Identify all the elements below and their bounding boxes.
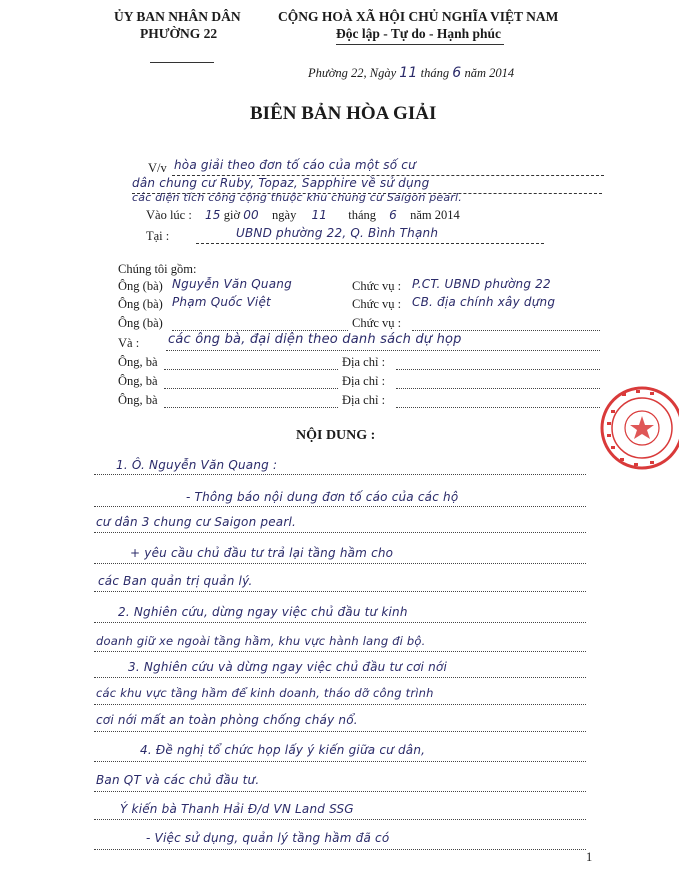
content-line: + yêu cầu chủ đầu tư trả lại tầng hầm cho bbox=[130, 546, 394, 560]
content-line: các Ban quản trị quản lý. bbox=[98, 574, 253, 588]
date-day: 11 bbox=[399, 65, 418, 81]
and-dots bbox=[166, 336, 600, 351]
other-1-address-label: Địa chỉ : bbox=[342, 355, 386, 369]
other-3-name-dots bbox=[164, 393, 338, 408]
official-2-name: Phạm Quốc Việt bbox=[172, 295, 271, 309]
place-rule bbox=[196, 243, 544, 244]
hour-label: giờ bbox=[223, 208, 241, 222]
content-line: 3. Nghiên cứu và dừng ngay việc chủ đầu tư cơi nới bbox=[128, 660, 447, 674]
official-3-label: Ông (bà) bbox=[118, 316, 163, 330]
nation-title: CỘNG HOÀ XÃ HỘI CHỦ NGHĨA VIỆT NAM bbox=[278, 9, 559, 24]
official-1-role-label: Chức vụ : bbox=[352, 279, 402, 293]
official-1-name: Nguyễn Văn Quang bbox=[172, 277, 292, 291]
nation-motto: Độc lập - Tự do - Hạnh phúc bbox=[336, 26, 502, 41]
place-label: Tại : bbox=[146, 229, 170, 243]
and-value: các ông bà, đại diện theo danh sách dự họp bbox=[168, 332, 462, 347]
content-line: 1. Ô. Nguyễn Văn Quang : bbox=[116, 458, 278, 472]
date-month: 6 bbox=[452, 65, 462, 81]
time-hour: 15 bbox=[204, 208, 221, 222]
content-line: cư dân 3 chung cư Saigon pearl. bbox=[96, 515, 297, 529]
day-label: ngày bbox=[272, 208, 297, 222]
month-label: tháng bbox=[348, 208, 377, 222]
content-heading: NỘI DUNG : bbox=[296, 428, 376, 443]
official-seal-icon bbox=[592, 380, 679, 476]
date-month-label: tháng bbox=[420, 66, 450, 80]
org-divider bbox=[150, 62, 214, 63]
motto-underline bbox=[336, 44, 504, 45]
content-line: - Việc sử dụng, quản lý tầng hầm đã có bbox=[146, 831, 390, 845]
other-1-address-dots bbox=[396, 355, 600, 370]
time-label: Vào lúc : bbox=[146, 208, 192, 222]
other-2-address-dots bbox=[396, 374, 600, 389]
document-title: BIÊN BẢN HÒA GIẢI bbox=[250, 103, 437, 124]
subject-label: V/v bbox=[148, 161, 167, 175]
org-name: ỦY BAN NHÂN DÂN bbox=[114, 9, 241, 24]
other-1-name-dots bbox=[164, 355, 338, 370]
subject-line-1: hòa giải theo đơn tố cáo của một số cư bbox=[174, 158, 416, 172]
time-month: 6 bbox=[389, 208, 397, 222]
official-2-role: CB. địa chính xây dựng bbox=[412, 295, 556, 309]
other-2-address-label: Địa chỉ : bbox=[342, 374, 386, 388]
other-1-label: Ông, bà bbox=[118, 355, 158, 369]
meeting-time bbox=[146, 208, 460, 223]
time-day: 11 bbox=[311, 208, 328, 222]
content-line: doanh giữ xe ngoài tầng hầm, khu vực hành lang đi bộ. bbox=[96, 634, 426, 648]
official-2-role-label: Chức vụ : bbox=[352, 297, 402, 311]
content-line: các khu vực tầng hầm để kinh doanh, tháo dỡ công trình bbox=[96, 686, 434, 700]
content-line: - Thông báo nội dung đơn tố cáo của các hộ bbox=[186, 490, 459, 504]
official-2-label: Ông (bà) bbox=[118, 297, 163, 311]
subject-line-3: các diện tích công cộng thuộc khu chung cư Saigon pearl. bbox=[132, 191, 462, 204]
and-label: Và : bbox=[118, 336, 140, 350]
content-line: 2. Nghiên cứu, dừng ngay việc chủ đầu tư kinh bbox=[118, 605, 408, 619]
date-prefix: Phường 22, Ngày bbox=[308, 66, 397, 80]
other-3-address-dots bbox=[396, 393, 600, 408]
content-line: cơi nới mất an toàn phòng chống cháy nổ. bbox=[96, 713, 358, 727]
org-ward: PHƯỜNG 22 bbox=[140, 26, 218, 41]
document-date bbox=[308, 65, 514, 81]
other-3-address-label: Địa chỉ : bbox=[342, 393, 386, 407]
other-2-label: Ông, bà bbox=[118, 374, 158, 388]
subject-line-2: dân chung cư Ruby, Topaz, Sapphire về sử dụng bbox=[132, 176, 430, 190]
other-2-name-dots bbox=[164, 374, 338, 389]
year-label: năm 2014 bbox=[410, 208, 460, 222]
content-line: Ban QT và các chủ đầu tư. bbox=[96, 773, 260, 787]
official-1-role: P.CT. UBND phường 22 bbox=[412, 277, 551, 291]
date-year: năm 2014 bbox=[464, 66, 515, 80]
time-minute: 00 bbox=[243, 208, 259, 222]
official-3-name-dots bbox=[172, 316, 348, 331]
official-1-label: Ông (bà) bbox=[118, 279, 163, 293]
official-3-role-dots bbox=[412, 316, 600, 331]
other-3-label: Ông, bà bbox=[118, 393, 158, 407]
content-line: Ý kiến bà Thanh Hải Đ/d VN Land SSG bbox=[120, 802, 354, 816]
content-line: 4. Đề nghị tổ chức họp lấy ý kiến giữa cư dân, bbox=[140, 743, 426, 757]
page-number: 1 bbox=[586, 850, 593, 864]
participants-intro: Chúng tôi gồm: bbox=[118, 262, 197, 276]
official-3-role-label: Chức vụ : bbox=[352, 316, 402, 330]
place-value: UBND phường 22, Q. Bình Thạnh bbox=[236, 226, 439, 240]
